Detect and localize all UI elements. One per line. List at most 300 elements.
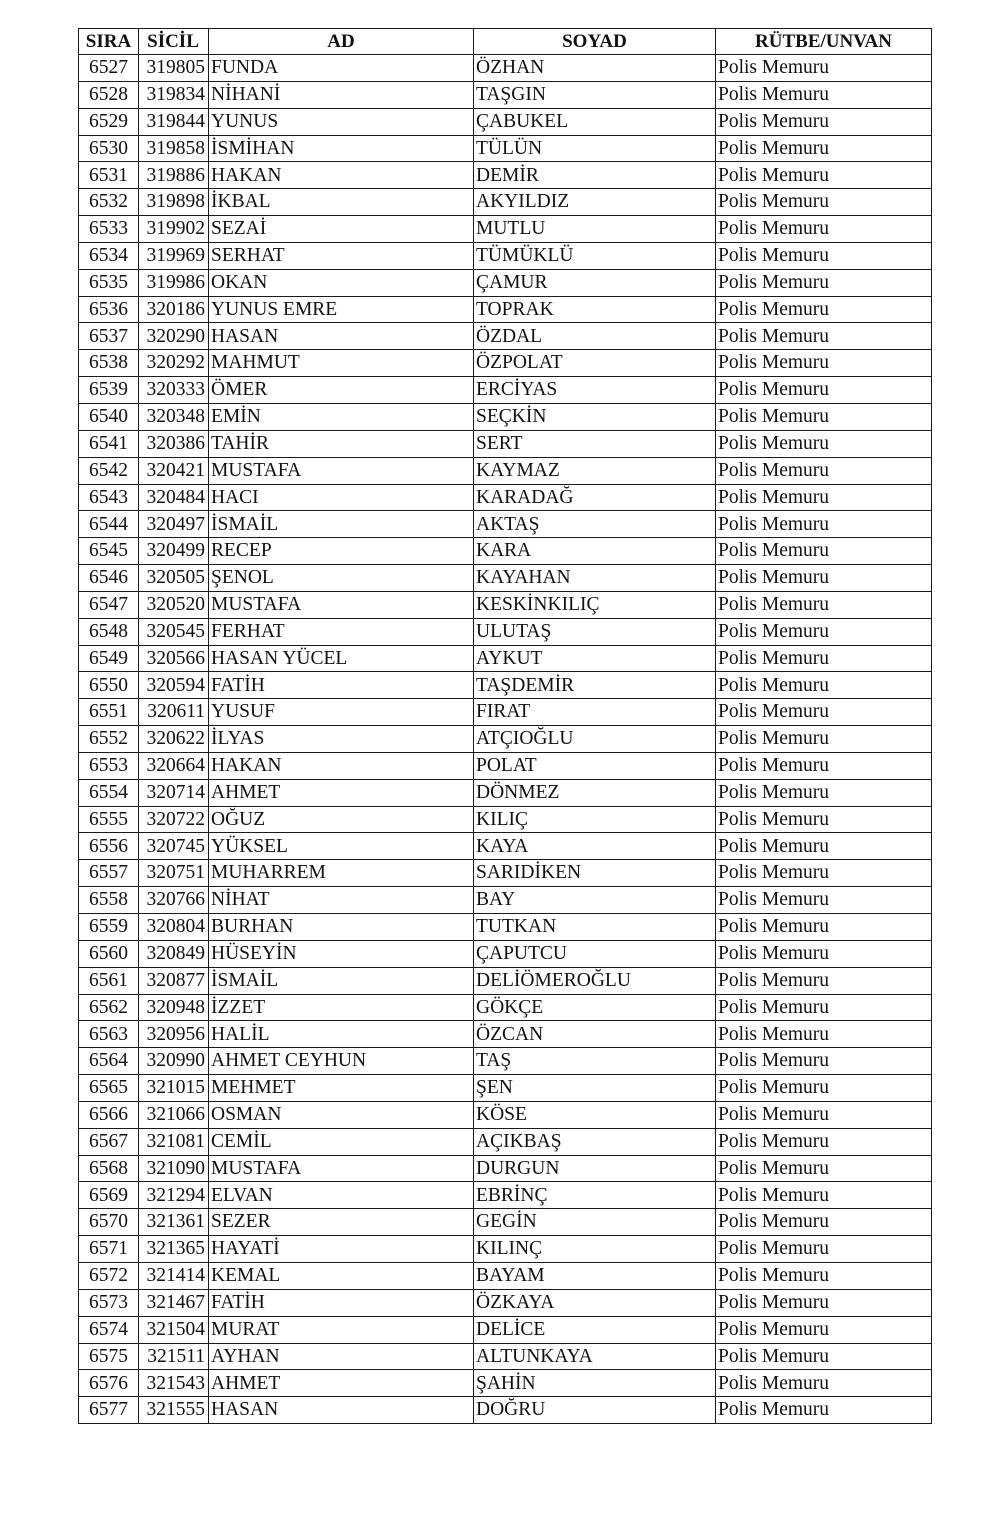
cell-sicil: 321081 xyxy=(139,1128,209,1155)
header-ad: AD xyxy=(209,29,474,55)
cell-soyad: KILINÇ xyxy=(474,1236,716,1263)
cell-ad: MUSTAFA xyxy=(209,591,474,618)
cell-ad: HAKAN xyxy=(209,752,474,779)
cell-soyad: TAŞDEMİR xyxy=(474,672,716,699)
cell-rutbe: Polis Memuru xyxy=(716,55,932,82)
cell-ad: YUSUF xyxy=(209,699,474,726)
cell-sira: 6541 xyxy=(79,430,139,457)
cell-sira: 6529 xyxy=(79,108,139,135)
cell-ad: MEHMET xyxy=(209,1075,474,1102)
cell-ad: MAHMUT xyxy=(209,350,474,377)
cell-rutbe: Polis Memuru xyxy=(716,726,932,753)
cell-rutbe: Polis Memuru xyxy=(716,1209,932,1236)
cell-sira: 6562 xyxy=(79,994,139,1021)
cell-soyad: BAYAM xyxy=(474,1262,716,1289)
table-row xyxy=(79,189,932,216)
cell-soyad: POLAT xyxy=(474,752,716,779)
table-row xyxy=(79,1101,932,1128)
cell-ad: HAYATİ xyxy=(209,1236,474,1263)
cell-sira: 6542 xyxy=(79,457,139,484)
table-row xyxy=(79,1075,932,1102)
cell-sira: 6531 xyxy=(79,162,139,189)
table-row xyxy=(79,323,932,350)
table-body xyxy=(79,55,932,1424)
cell-soyad: ALTUNKAYA xyxy=(474,1343,716,1370)
cell-sicil: 321090 xyxy=(139,1155,209,1182)
cell-sira: 6547 xyxy=(79,591,139,618)
cell-ad: SEZAİ xyxy=(209,216,474,243)
cell-sicil: 320722 xyxy=(139,806,209,833)
table-row xyxy=(79,135,932,162)
cell-soyad: AYKUT xyxy=(474,645,716,672)
cell-rutbe: Polis Memuru xyxy=(716,994,932,1021)
cell-sira: 6528 xyxy=(79,81,139,108)
cell-rutbe: Polis Memuru xyxy=(716,1182,932,1209)
table-row xyxy=(79,484,932,511)
cell-rutbe: Polis Memuru xyxy=(716,135,932,162)
cell-rutbe: Polis Memuru xyxy=(716,565,932,592)
table-row xyxy=(79,1209,932,1236)
cell-rutbe: Polis Memuru xyxy=(716,806,932,833)
table-row xyxy=(79,350,932,377)
cell-soyad: MUTLU xyxy=(474,216,716,243)
cell-soyad: ATÇIOĞLU xyxy=(474,726,716,753)
header-soyad: SOYAD xyxy=(474,29,716,55)
cell-soyad: DOĞRU xyxy=(474,1397,716,1424)
cell-rutbe: Polis Memuru xyxy=(716,940,932,967)
cell-sicil: 320421 xyxy=(139,457,209,484)
cell-sicil: 320804 xyxy=(139,914,209,941)
cell-ad: OĞUZ xyxy=(209,806,474,833)
cell-rutbe: Polis Memuru xyxy=(716,189,932,216)
cell-ad: HASAN xyxy=(209,1397,474,1424)
cell-sira: 6567 xyxy=(79,1128,139,1155)
cell-soyad: TUTKAN xyxy=(474,914,716,941)
table-row xyxy=(79,1236,932,1263)
cell-rutbe: Polis Memuru xyxy=(716,296,932,323)
cell-rutbe: Polis Memuru xyxy=(716,1155,932,1182)
table-row xyxy=(79,55,932,82)
cell-rutbe: Polis Memuru xyxy=(716,887,932,914)
cell-sicil: 320956 xyxy=(139,1021,209,1048)
header-sira: SIRA xyxy=(79,29,139,55)
cell-soyad: ÖZPOLAT xyxy=(474,350,716,377)
cell-ad: FATİH xyxy=(209,1289,474,1316)
cell-sicil: 320520 xyxy=(139,591,209,618)
cell-sicil: 319805 xyxy=(139,55,209,82)
cell-sira: 6577 xyxy=(79,1397,139,1424)
cell-rutbe: Polis Memuru xyxy=(716,216,932,243)
cell-soyad: TAŞGIN xyxy=(474,81,716,108)
cell-soyad: ULUTAŞ xyxy=(474,618,716,645)
table-row xyxy=(79,511,932,538)
cell-sicil: 320611 xyxy=(139,699,209,726)
cell-soyad: DEMİR xyxy=(474,162,716,189)
cell-sicil: 321361 xyxy=(139,1209,209,1236)
cell-sira: 6548 xyxy=(79,618,139,645)
cell-ad: ELVAN xyxy=(209,1182,474,1209)
cell-sira: 6575 xyxy=(79,1343,139,1370)
cell-sira: 6530 xyxy=(79,135,139,162)
cell-sicil: 319902 xyxy=(139,216,209,243)
cell-sira: 6544 xyxy=(79,511,139,538)
cell-ad: AHMET xyxy=(209,1370,474,1397)
cell-sicil: 320545 xyxy=(139,618,209,645)
cell-sira: 6556 xyxy=(79,833,139,860)
cell-sicil: 320622 xyxy=(139,726,209,753)
cell-sira: 6570 xyxy=(79,1209,139,1236)
cell-rutbe: Polis Memuru xyxy=(716,1048,932,1075)
cell-soyad: ÖZKAYA xyxy=(474,1289,716,1316)
cell-rutbe: Polis Memuru xyxy=(716,645,932,672)
cell-rutbe: Polis Memuru xyxy=(716,779,932,806)
cell-sicil: 320499 xyxy=(139,538,209,565)
cell-ad: YUNUS EMRE xyxy=(209,296,474,323)
cell-rutbe: Polis Memuru xyxy=(716,81,932,108)
cell-sicil: 319834 xyxy=(139,81,209,108)
cell-rutbe: Polis Memuru xyxy=(716,1316,932,1343)
cell-rutbe: Polis Memuru xyxy=(716,618,932,645)
cell-rutbe: Polis Memuru xyxy=(716,430,932,457)
cell-soyad: TÜLÜN xyxy=(474,135,716,162)
cell-sicil: 320714 xyxy=(139,779,209,806)
cell-sira: 6534 xyxy=(79,242,139,269)
cell-rutbe: Polis Memuru xyxy=(716,269,932,296)
cell-rutbe: Polis Memuru xyxy=(716,833,932,860)
cell-rutbe: Polis Memuru xyxy=(716,1262,932,1289)
cell-ad: HASAN xyxy=(209,323,474,350)
table-row xyxy=(79,403,932,430)
cell-sira: 6553 xyxy=(79,752,139,779)
cell-ad: KEMAL xyxy=(209,1262,474,1289)
cell-ad: OKAN xyxy=(209,269,474,296)
table-row xyxy=(79,296,932,323)
cell-sira: 6566 xyxy=(79,1101,139,1128)
cell-soyad: SARIDİKEN xyxy=(474,860,716,887)
cell-sira: 6572 xyxy=(79,1262,139,1289)
table-row xyxy=(79,1048,932,1075)
cell-ad: MURAT xyxy=(209,1316,474,1343)
table-row xyxy=(79,457,932,484)
cell-ad: İZZET xyxy=(209,994,474,1021)
cell-ad: FUNDA xyxy=(209,55,474,82)
cell-rutbe: Polis Memuru xyxy=(716,511,932,538)
cell-ad: ŞENOL xyxy=(209,565,474,592)
cell-rutbe: Polis Memuru xyxy=(716,403,932,430)
cell-sicil: 320292 xyxy=(139,350,209,377)
cell-sicil: 319886 xyxy=(139,162,209,189)
cell-ad: FERHAT xyxy=(209,618,474,645)
cell-sicil: 320745 xyxy=(139,833,209,860)
cell-ad: NİHAT xyxy=(209,887,474,914)
cell-rutbe: Polis Memuru xyxy=(716,1370,932,1397)
cell-sira: 6565 xyxy=(79,1075,139,1102)
cell-sira: 6532 xyxy=(79,189,139,216)
cell-sicil: 320484 xyxy=(139,484,209,511)
table-row xyxy=(79,81,932,108)
cell-rutbe: Polis Memuru xyxy=(716,162,932,189)
cell-soyad: TÜMÜKLÜ xyxy=(474,242,716,269)
table-row xyxy=(79,430,932,457)
cell-rutbe: Polis Memuru xyxy=(716,484,932,511)
cell-sicil: 320948 xyxy=(139,994,209,1021)
cell-sira: 6568 xyxy=(79,1155,139,1182)
table-row xyxy=(79,1128,932,1155)
table-row xyxy=(79,591,932,618)
cell-sicil: 321467 xyxy=(139,1289,209,1316)
table-row xyxy=(79,779,932,806)
cell-sira: 6576 xyxy=(79,1370,139,1397)
header-row xyxy=(79,29,932,55)
table-row xyxy=(79,994,932,1021)
cell-sicil: 321294 xyxy=(139,1182,209,1209)
cell-soyad: ŞEN xyxy=(474,1075,716,1102)
cell-ad: İSMAİL xyxy=(209,967,474,994)
cell-sicil: 319898 xyxy=(139,189,209,216)
cell-sira: 6564 xyxy=(79,1048,139,1075)
cell-sira: 6574 xyxy=(79,1316,139,1343)
cell-sira: 6549 xyxy=(79,645,139,672)
cell-sira: 6545 xyxy=(79,538,139,565)
cell-soyad: ÇABUKEL xyxy=(474,108,716,135)
table-row xyxy=(79,1370,932,1397)
cell-sira: 6543 xyxy=(79,484,139,511)
cell-ad: HALİL xyxy=(209,1021,474,1048)
cell-soyad: KAYAHAN xyxy=(474,565,716,592)
cell-soyad: FIRAT xyxy=(474,699,716,726)
cell-sira: 6539 xyxy=(79,377,139,404)
table-row xyxy=(79,242,932,269)
cell-ad: CEMİL xyxy=(209,1128,474,1155)
cell-rutbe: Polis Memuru xyxy=(716,699,932,726)
cell-rutbe: Polis Memuru xyxy=(716,457,932,484)
cell-sicil: 320990 xyxy=(139,1048,209,1075)
cell-ad: HASAN YÜCEL xyxy=(209,645,474,672)
cell-sicil: 320566 xyxy=(139,645,209,672)
table-row xyxy=(79,269,932,296)
cell-sira: 6554 xyxy=(79,779,139,806)
cell-ad: ÖMER xyxy=(209,377,474,404)
table-row xyxy=(79,216,932,243)
cell-sicil: 321414 xyxy=(139,1262,209,1289)
cell-sira: 6555 xyxy=(79,806,139,833)
cell-rutbe: Polis Memuru xyxy=(716,1343,932,1370)
cell-soyad: ÇAMUR xyxy=(474,269,716,296)
cell-rutbe: Polis Memuru xyxy=(716,242,932,269)
cell-sicil: 319858 xyxy=(139,135,209,162)
cell-soyad: KESKİNKILIÇ xyxy=(474,591,716,618)
table-row xyxy=(79,940,932,967)
cell-ad: TAHİR xyxy=(209,430,474,457)
table-row xyxy=(79,377,932,404)
table-row xyxy=(79,162,932,189)
table-row xyxy=(79,699,932,726)
cell-sicil: 319844 xyxy=(139,108,209,135)
cell-ad: NİHANİ xyxy=(209,81,474,108)
table-row xyxy=(79,1289,932,1316)
cell-sira: 6569 xyxy=(79,1182,139,1209)
cell-sicil: 320664 xyxy=(139,752,209,779)
cell-rutbe: Polis Memuru xyxy=(716,1236,932,1263)
table-row xyxy=(79,967,932,994)
cell-sicil: 320751 xyxy=(139,860,209,887)
cell-ad: İKBAL xyxy=(209,189,474,216)
cell-soyad: TOPRAK xyxy=(474,296,716,323)
cell-sicil: 320505 xyxy=(139,565,209,592)
cell-sira: 6527 xyxy=(79,55,139,82)
cell-sicil: 320877 xyxy=(139,967,209,994)
cell-rutbe: Polis Memuru xyxy=(716,538,932,565)
cell-soyad: BAY xyxy=(474,887,716,914)
cell-sicil: 320348 xyxy=(139,403,209,430)
cell-sicil: 320186 xyxy=(139,296,209,323)
cell-rutbe: Polis Memuru xyxy=(716,860,932,887)
table-row xyxy=(79,1155,932,1182)
cell-sicil: 320849 xyxy=(139,940,209,967)
cell-ad: MUHARREM xyxy=(209,860,474,887)
table-row xyxy=(79,752,932,779)
cell-ad: YUNUS xyxy=(209,108,474,135)
cell-sira: 6558 xyxy=(79,887,139,914)
cell-soyad: DURGUN xyxy=(474,1155,716,1182)
cell-sira: 6533 xyxy=(79,216,139,243)
cell-rutbe: Polis Memuru xyxy=(716,1397,932,1424)
table-row xyxy=(79,108,932,135)
cell-ad: YÜKSEL xyxy=(209,833,474,860)
cell-soyad: AKYILDIZ xyxy=(474,189,716,216)
cell-ad: SERHAT xyxy=(209,242,474,269)
cell-ad: FATİH xyxy=(209,672,474,699)
cell-sira: 6536 xyxy=(79,296,139,323)
cell-sicil: 320497 xyxy=(139,511,209,538)
cell-ad: EMİN xyxy=(209,403,474,430)
cell-sira: 6560 xyxy=(79,940,139,967)
cell-sira: 6561 xyxy=(79,967,139,994)
cell-soyad: ÖZCAN xyxy=(474,1021,716,1048)
table-row xyxy=(79,726,932,753)
header-rutbe: RÜTBE/UNVAN xyxy=(716,29,932,55)
cell-sicil: 321504 xyxy=(139,1316,209,1343)
table-row xyxy=(79,833,932,860)
cell-soyad: ÖZDAL xyxy=(474,323,716,350)
cell-sicil: 319986 xyxy=(139,269,209,296)
cell-sira: 6557 xyxy=(79,860,139,887)
table-row xyxy=(79,887,932,914)
cell-sira: 6559 xyxy=(79,914,139,941)
cell-sicil: 321066 xyxy=(139,1101,209,1128)
table-row xyxy=(79,1343,932,1370)
cell-ad: RECEP xyxy=(209,538,474,565)
cell-sicil: 320594 xyxy=(139,672,209,699)
cell-rutbe: Polis Memuru xyxy=(716,752,932,779)
cell-soyad: DÖNMEZ xyxy=(474,779,716,806)
table-row xyxy=(79,860,932,887)
cell-sicil: 320333 xyxy=(139,377,209,404)
cell-rutbe: Polis Memuru xyxy=(716,323,932,350)
cell-soyad: ERCİYAS xyxy=(474,377,716,404)
cell-sicil: 319969 xyxy=(139,242,209,269)
cell-rutbe: Polis Memuru xyxy=(716,672,932,699)
cell-sira: 6552 xyxy=(79,726,139,753)
cell-sira: 6563 xyxy=(79,1021,139,1048)
table-row xyxy=(79,645,932,672)
cell-soyad: EBRİNÇ xyxy=(474,1182,716,1209)
cell-sira: 6573 xyxy=(79,1289,139,1316)
cell-rutbe: Polis Memuru xyxy=(716,591,932,618)
cell-sira: 6550 xyxy=(79,672,139,699)
cell-soyad: KARA xyxy=(474,538,716,565)
cell-ad: İSMİHAN xyxy=(209,135,474,162)
cell-soyad: DELİÖMEROĞLU xyxy=(474,967,716,994)
cell-rutbe: Polis Memuru xyxy=(716,1021,932,1048)
table-row xyxy=(79,1397,932,1424)
cell-ad: AYHAN xyxy=(209,1343,474,1370)
cell-sicil: 320386 xyxy=(139,430,209,457)
cell-soyad: GÖKÇE xyxy=(474,994,716,1021)
cell-sicil: 320766 xyxy=(139,887,209,914)
cell-soyad: KARADAĞ xyxy=(474,484,716,511)
table-row xyxy=(79,914,932,941)
cell-soyad: KÖSE xyxy=(474,1101,716,1128)
cell-sira: 6551 xyxy=(79,699,139,726)
cell-soyad: KAYA xyxy=(474,833,716,860)
cell-soyad: KILIÇ xyxy=(474,806,716,833)
cell-rutbe: Polis Memuru xyxy=(716,1101,932,1128)
cell-soyad: TAŞ xyxy=(474,1048,716,1075)
cell-sicil: 321511 xyxy=(139,1343,209,1370)
table-row xyxy=(79,1021,932,1048)
cell-rutbe: Polis Memuru xyxy=(716,377,932,404)
cell-soyad: AÇIKBAŞ xyxy=(474,1128,716,1155)
cell-ad: İSMAİL xyxy=(209,511,474,538)
cell-ad: HACI xyxy=(209,484,474,511)
table-row xyxy=(79,618,932,645)
header-sicil: SİCİL xyxy=(139,29,209,55)
cell-ad: HAKAN xyxy=(209,162,474,189)
cell-sira: 6571 xyxy=(79,1236,139,1263)
cell-sicil: 320290 xyxy=(139,323,209,350)
cell-soyad: GEGİN xyxy=(474,1209,716,1236)
cell-ad: AHMET CEYHUN xyxy=(209,1048,474,1075)
table-row xyxy=(79,672,932,699)
cell-soyad: ŞAHİN xyxy=(474,1370,716,1397)
personnel-table xyxy=(78,28,932,1424)
cell-rutbe: Polis Memuru xyxy=(716,1289,932,1316)
cell-sira: 6538 xyxy=(79,350,139,377)
cell-soyad: SERT xyxy=(474,430,716,457)
cell-sira: 6540 xyxy=(79,403,139,430)
cell-ad: SEZER xyxy=(209,1209,474,1236)
cell-ad: MUSTAFA xyxy=(209,457,474,484)
cell-soyad: ÖZHAN xyxy=(474,55,716,82)
cell-rutbe: Polis Memuru xyxy=(716,108,932,135)
cell-rutbe: Polis Memuru xyxy=(716,350,932,377)
cell-rutbe: Polis Memuru xyxy=(716,1128,932,1155)
cell-sicil: 321015 xyxy=(139,1075,209,1102)
table-row xyxy=(79,538,932,565)
cell-rutbe: Polis Memuru xyxy=(716,967,932,994)
cell-sira: 6535 xyxy=(79,269,139,296)
table-row xyxy=(79,806,932,833)
cell-rutbe: Polis Memuru xyxy=(716,914,932,941)
cell-soyad: AKTAŞ xyxy=(474,511,716,538)
cell-ad: MUSTAFA xyxy=(209,1155,474,1182)
table-row xyxy=(79,1316,932,1343)
table-row xyxy=(79,1182,932,1209)
cell-soyad: ÇAPUTCU xyxy=(474,940,716,967)
cell-sira: 6537 xyxy=(79,323,139,350)
cell-soyad: SEÇKİN xyxy=(474,403,716,430)
